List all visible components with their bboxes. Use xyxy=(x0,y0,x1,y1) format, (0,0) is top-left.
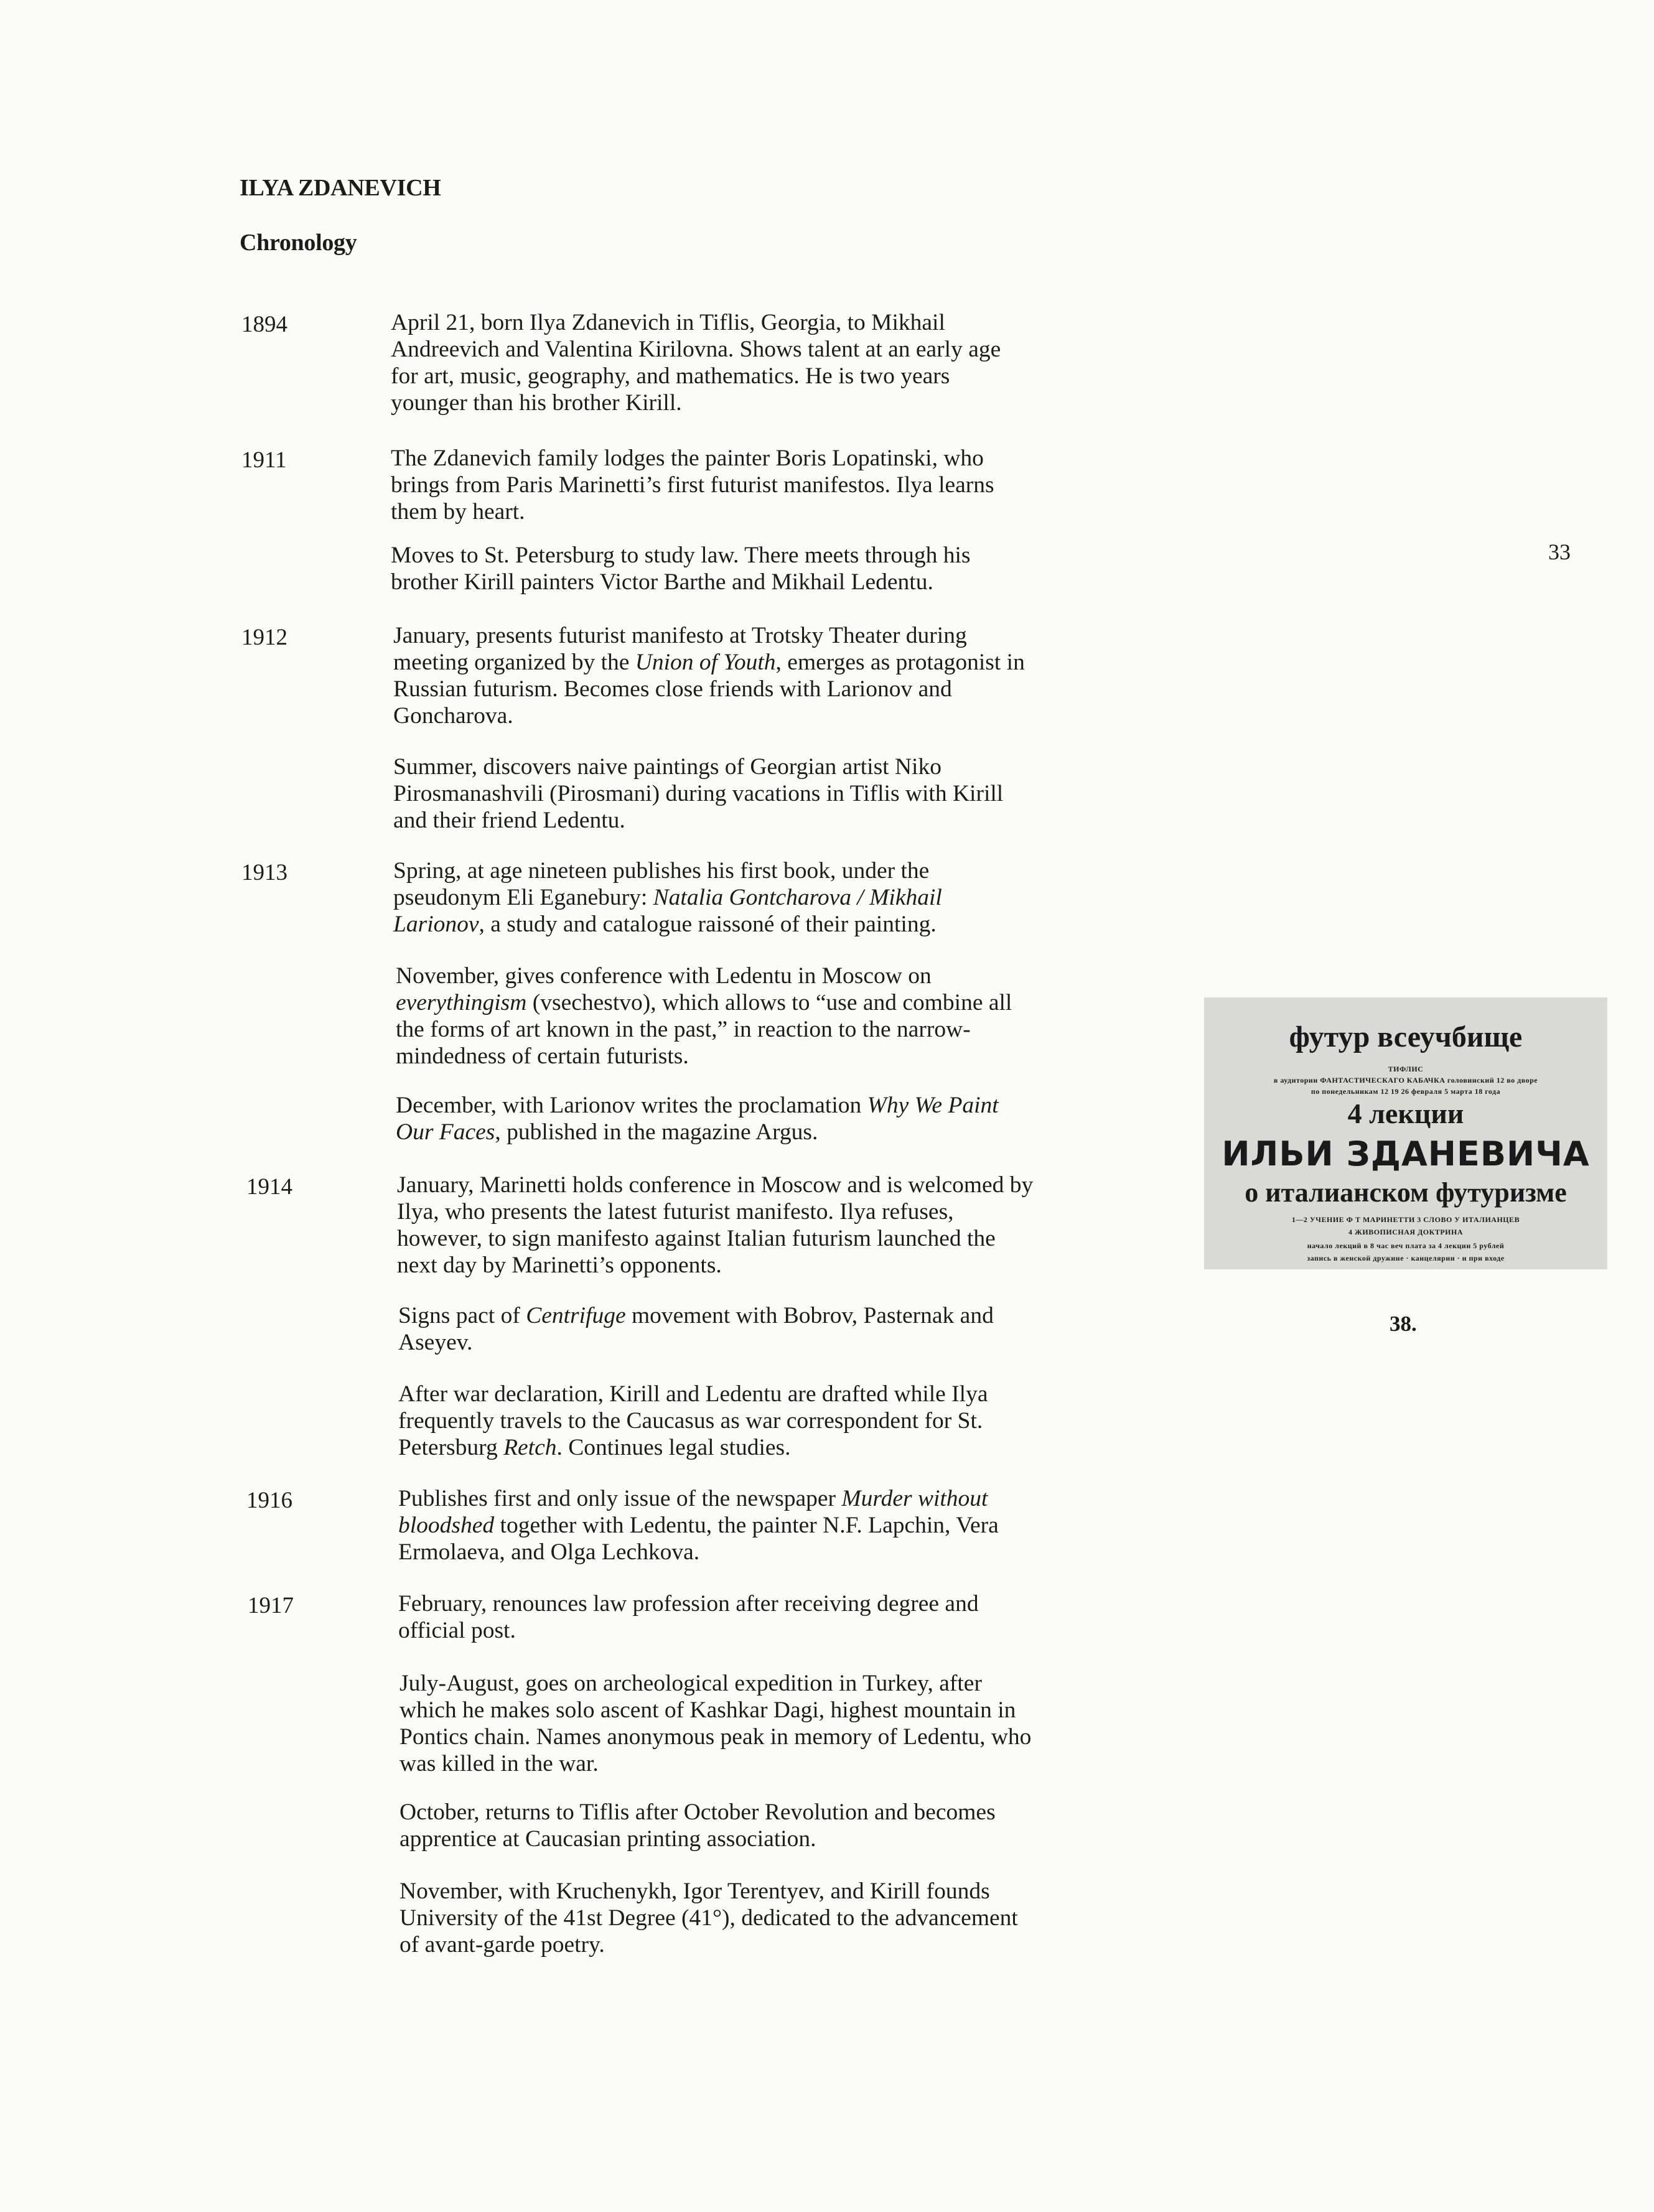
chronology-entry: November, gives conference with Ledentu in Moscow on everythingism (vsechestvo), which allows to “use and combine all the forms of art known in the past,” in reaction to the narrow- mindedness of certain futurists. xyxy=(396,963,1012,1069)
poster-line: ТИФЛИС xyxy=(1388,1065,1424,1073)
poster-lectures: 4 лекции xyxy=(1347,1098,1464,1129)
chronology-entry: January, Marinetti holds conference in Moscow and is welcomed by Ilya, who presents the latest futurist manifesto. Ilya refuses, however, to sign manifesto against Italian futurism launched the next day by Marinetti’s opponents. xyxy=(397,1172,1034,1278)
year-label: 1912 xyxy=(241,625,287,650)
poster-line: 1—2 УЧЕНИЕ Ф Т МАРИНЕТТИ 3 СЛОВО У ИТАЛИАНЦЕВ xyxy=(1291,1215,1520,1224)
chronology-entry: November, with Kruchenykh, Igor Terentyev, and Kirill founds University of the 41st Degree (41°), dedicated to the advancement of avant-garde poetry. xyxy=(399,1878,1018,1958)
chronology-entry: Moves to St. Petersburg to study law. There meets through his brother Kirill painters Victor Barthe and Mikhail Ledentu. xyxy=(391,543,971,595)
poster-name: ИЛЬИ ЗДАНЕВИЧА xyxy=(1222,1134,1590,1174)
poster-image xyxy=(1204,997,1607,1269)
chronology-entry: December, with Larionov writes the proclamation Why We Paint Our Faces, published in the magazine Argus. xyxy=(396,1093,999,1145)
poster-line: по понедельникам 12 19 26 февраля 5 марта 18 года xyxy=(1311,1087,1501,1096)
year-label: 1914 xyxy=(246,1174,292,1200)
poster-line: начало лекций в 8 час веч плата за 4 лекции 5 рублей xyxy=(1307,1241,1505,1250)
year-label: 1911 xyxy=(241,447,287,473)
year-label: 1916 xyxy=(246,1488,292,1513)
chronology-entry: Spring, at age nineteen publishes his first book, under the pseudonym Eli Eganebury: Natalia Gontcharova / Mikhail Larionov, a study and catalogue raissoné of their painting. xyxy=(393,858,942,937)
chronology-entry: Summer, discovers naive paintings of Georgian artist Niko Pirosmanashvili (Pirosmani) during vacations in Tiflis with Kirill and their friend Ledentu. xyxy=(393,754,1004,833)
chronology-entry: Publishes first and only issue of the newspaper Murder without bloodshed together with Ledentu, the painter N.F. Lapchin, Vera Ermolaeva, and Olga Lechkova. xyxy=(398,1486,999,1565)
section-title: Chronology xyxy=(240,230,357,256)
chronology-entry: Signs pact of Centrifuge movement with Bobrov, Pasternak and Aseyev. xyxy=(398,1303,994,1355)
poster-line: 4 ЖИВОПИСНАЯ ДОКТРИНА xyxy=(1348,1228,1463,1236)
chronology-entry: After war declaration, Kirill and Ledentu are drafted while Ilya frequently travels to the Caucasus as war correspondent for St. Petersburg Retch. Continues legal studies. xyxy=(398,1381,988,1460)
year-label: 1913 xyxy=(241,860,287,885)
chronology-entry: July-August, goes on archeological expedition in Turkey, after which he makes solo ascent of Kashkar Dagi, highest mountain in Pontics chain. Names anonymous peak in memory of Ledentu, who was killed in the war. xyxy=(399,1671,1032,1776)
poster-subject: о италианском футуризме xyxy=(1245,1177,1567,1208)
chronology-entry: January, presents futurist manifesto at Trotsky Theater during meeting organized by the Union of Youth, emerges as protagonist in Russian futurism. Becomes close friends with Larionov and Goncharova. xyxy=(393,623,1025,729)
poster-line: запись в женской дружине · канцелярии · и при входе xyxy=(1307,1254,1505,1262)
poster-line: в аудитории ФАНТАСТИЧЕСКАГО КАБАЧКА головинский 12 во дворе xyxy=(1273,1076,1538,1085)
chronology-entry: February, renounces law profession after receiving degree and official post. xyxy=(398,1591,979,1643)
poster-title: футур всеучбище xyxy=(1289,1020,1523,1053)
page-title: ILYA ZDANEVICH xyxy=(240,175,441,201)
page-number: 33 xyxy=(1548,539,1571,564)
year-label: 1917 xyxy=(248,1593,294,1618)
chronology-entry: October, returns to Tiflis after October Revolution and becomes apprentice at Caucasian printing association. xyxy=(399,1799,996,1852)
chronology-entry: April 21, born Ilya Zdanevich in Tiflis, Georgia, to Mikhail Andreevich and Valentina Kirilovna. Shows talent at an early age for art, music, geography, and mathematics. He is two years younger than his brother Kirill. xyxy=(391,310,1001,416)
chronology-entry: The Zdanevich family lodges the painter Boris Lopatinski, who brings from Paris Marinetti’s first futurist manifestos. Ilya learns them by heart. xyxy=(391,446,994,525)
figure-caption: 38. xyxy=(1390,1312,1417,1336)
year-label: 1894 xyxy=(241,312,287,337)
